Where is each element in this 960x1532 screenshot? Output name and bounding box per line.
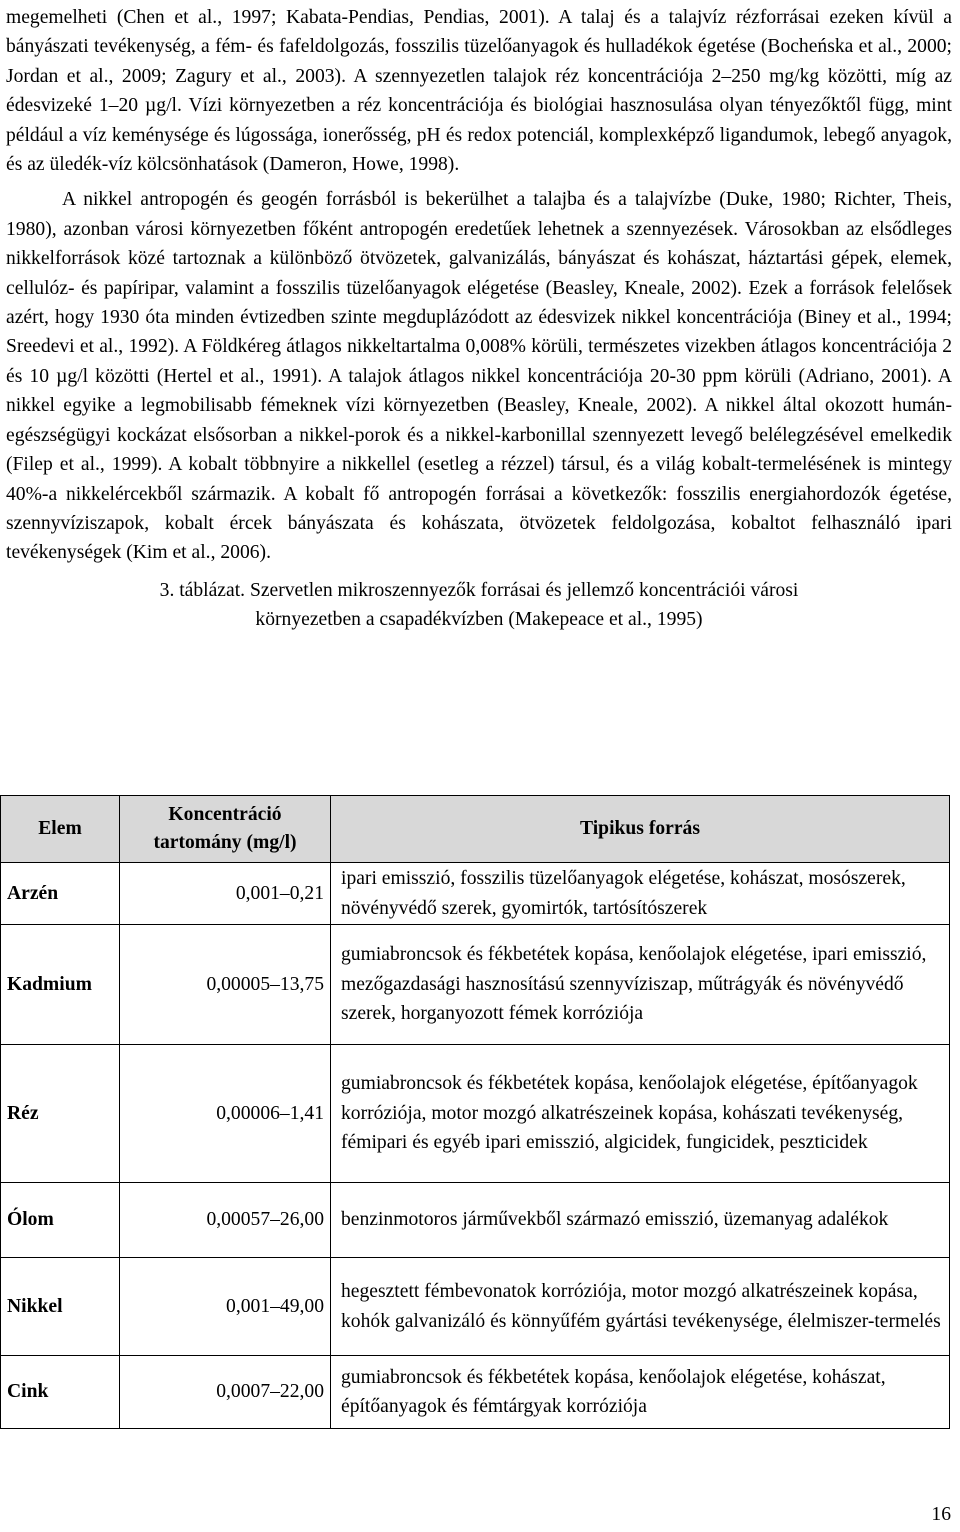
- cell-source: hegesztett fémbevonatok korróziója, motor mozgó alkatrészeinek kopása, kohók galvanizáló és könnyűfém gyártási tevékenysége, élelmiszer-termelés: [331, 1258, 950, 1356]
- header-concentration: [120, 796, 331, 863]
- table-caption: [6, 576, 952, 635]
- cell-elem: Arzén: [1, 863, 120, 925]
- table-row: [1, 1183, 950, 1258]
- header-concentration-line-1: Koncentráció: [168, 804, 282, 825]
- cell-source: gumiabroncsok és fékbetétek kopása, kenőolajok elégetése, ipari emisszió, mezőgazdasági hasznosítású szennyvíziszap, műtrágyák és növényvédő szerek, horganyozott fémek korróziója: [331, 925, 950, 1045]
- cell-source: gumiabroncsok és fékbetétek kopása, kenőolajok elégetése, építőanyagok korróziója, motor mozgó alkatrészeinek kopása, kohászati tevékenység, fémipari és egyéb ipari emisszió, algicidek, fungicidek, peszticidek: [331, 1045, 950, 1183]
- cell-source: ipari emisszió, fosszilis tüzelőanyagok elégetése, kohászat, mosószerek, növényvédő szerek, gyomirtók, tartósítószerek: [331, 863, 950, 925]
- cell-concentration: 0,001–0,21: [120, 863, 331, 925]
- table-row: [1, 1356, 950, 1429]
- header-concentration-line-2: tartomány (mg/l): [153, 832, 297, 853]
- document-page: [6, 0, 952, 635]
- table-caption-line-1: 3. táblázat. Szervetlen mikroszennyezők forrásai és jellemző koncentrációi városi: [159, 579, 799, 601]
- cell-elem: Ólom: [1, 1183, 120, 1258]
- header-source: Tipikus forrás: [331, 796, 950, 863]
- table-caption-line-2: környezetben a csapadékvízben (Makepeace et al., 1995): [255, 609, 703, 631]
- header-elem: Elem: [1, 796, 120, 863]
- cell-concentration: 0,00005–13,75: [120, 925, 331, 1045]
- cell-concentration: 0,001–49,00: [120, 1258, 331, 1356]
- micropollutant-table: [0, 795, 950, 1429]
- cell-elem: Cink: [1, 1356, 120, 1429]
- cell-elem: Nikkel: [1, 1258, 120, 1356]
- paragraph-copper: megemelheti (Chen et al., 1997; Kabata-Pendias, Pendias, 2001). A talaj és a talajvíz rézforrásai ezeken kívül a bányászati tevékenység, a fém- és fafeldolgozás, fosszilis tüzelőanyagok és hulladékok égetése (Bocheńska et al., 2000; Jordan et al., 2009; Zagury et al., 2003). A szennyezetlen talajok réz koncentrációja 2–250 mg/kg közötti, míg az édesvizeké 1–20 µg/l. Vízi környezetben a réz koncentrációja és biológiai hasznosulása olyan tényezőktől függ, mint például a víz keménysége és lúgossága, ionerősség, pH és redox potenciál, komplexképző ligandumok, lebegő anyagok, és az üledék-víz kölcsönhatások (Dameron, Howe, 1998).: [6, 7, 952, 176]
- table-header-row: [1, 796, 950, 863]
- table-row: [1, 1045, 950, 1183]
- paragraph-nickel-cobalt: A nikkel antropogén és geogén forrásból is bekerülhet a talajba és a talajvízbe (Duke, 1980; Richter, Theis, 1980), azonban városi környezetben főként antropogén eredetűek lehetnek a szennyezések. Városokban az elsődleges nikkelforrások közé tartoznak a különböző ötvözetek, galvanizálás, bányászat és kohászat, háztartási gépek, elemek, cellulóz- és papíripar, valamint a fosszilis tüzelőanyagok elégetése (Beasley, Kneale, 2002). Ezek a források felelősek azért, hogy 1930 óta minden évtizedben szinte megduplázódott az édesvizek nikkel koncentrációja (Biney et al., 1994; Sreedevi et al., 1992). A Földkéreg átlagos nikkeltartalma 0,008% körüli, természetes vizekben átlagos koncentrációja 2 és 10 µg/l közötti (Hertel et al., 1991). A talajok átlagos nikkel koncentrációja 20-30 ppm körüli (Adriano, 2001). A nikkel egyike a legmobilisabb fémeknek vízi környezetben (Beasley, Kneale, 2002). A nikkel által okozott humán-egészségügyi kockázat elsősorban a nikkel-porok és a nikkel-karbonillal szennyezett levegő belélegzésével emelkedik (Filep et al., 1999). A kobalt többnyire a nikkellel (esetleg a rézzel) társul, és a világ kobalt-termelésének is mintegy 40%-a nikkelércekből származik. A kobalt fő antropogén forrásai a következők: fosszilis energiahordozók égetése, szennyvíziszapok, kobalt ércek bányászata és kohászata, ötvözetek feldolgozása, kobaltot felhasználó ipari tevékenységek (Kim et al., 2006).: [6, 189, 952, 564]
- table-row: [1, 925, 950, 1045]
- cell-concentration: 0,00006–1,41: [120, 1045, 331, 1183]
- cell-source: gumiabroncsok és fékbetétek kopása, kenőolajok elégetése, kohászat, építőanyagok és fémtárgyak korróziója: [331, 1356, 950, 1429]
- table-row: [1, 1258, 950, 1356]
- cell-concentration: 0,00057–26,00: [120, 1183, 331, 1258]
- page-number: 16: [931, 1504, 951, 1525]
- cell-elem: Réz: [1, 1045, 120, 1183]
- table-row: [1, 863, 950, 925]
- cell-concentration: 0,0007–22,00: [120, 1356, 331, 1429]
- cell-elem: Kadmium: [1, 925, 120, 1045]
- cell-source: benzinmotoros járművekből származó emisszió, üzemanyag adalékok: [331, 1183, 950, 1258]
